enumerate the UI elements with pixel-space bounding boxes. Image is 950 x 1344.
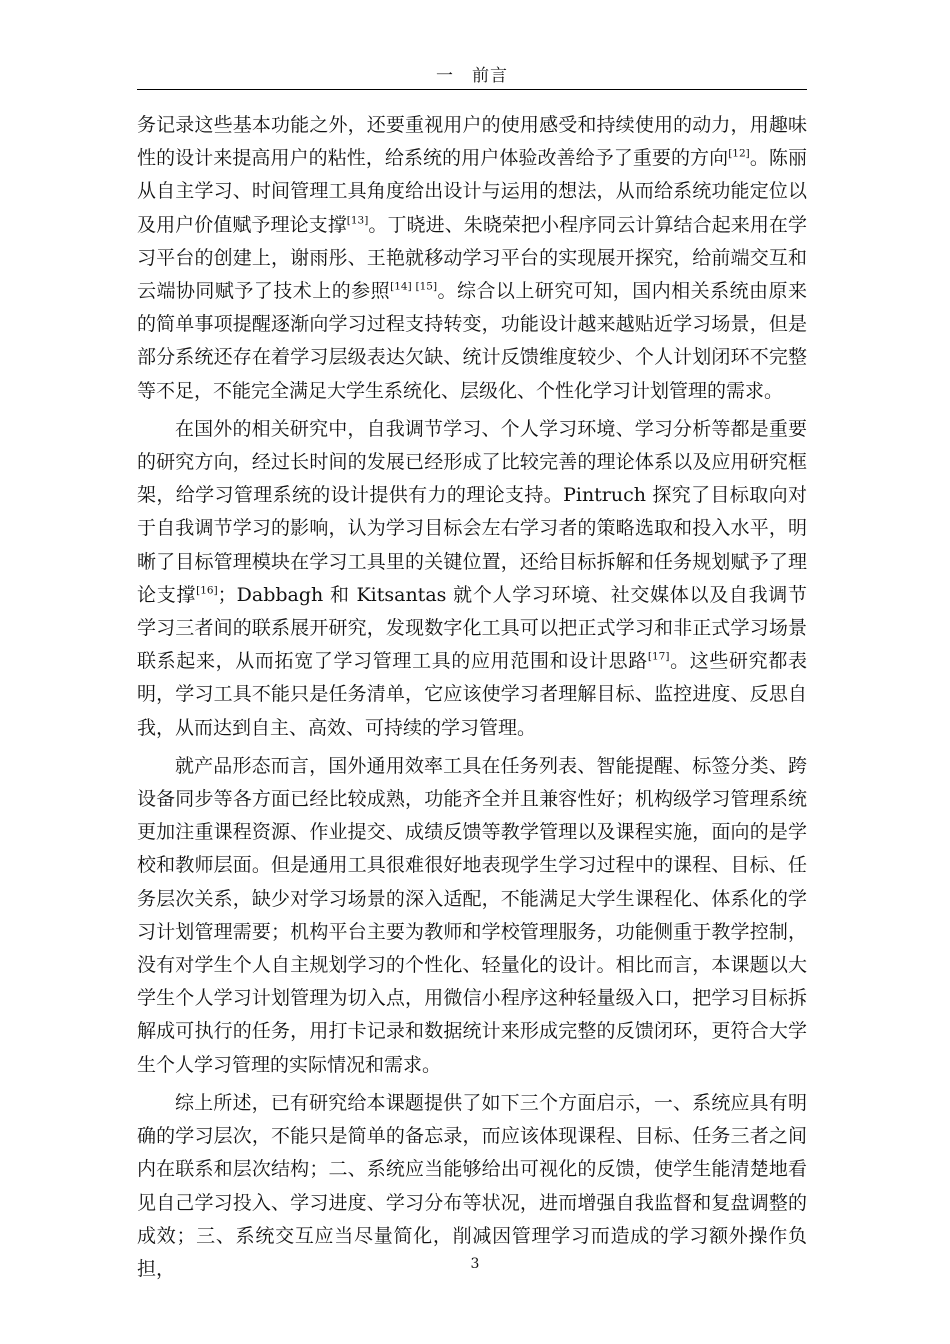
paragraph-text: ；Dabbagh 和 Kitsantas 就个人学习环境、社交媒体以及自我调节学习三者间的联系展开研究，发现数字化工具可以把正式学习和非正式学习场景联系起来，从而拓宽了学习管理工具的应用范围和设计思路 — [137, 583, 807, 673]
paragraph — [137, 109, 807, 408]
citation-reference: [12] — [728, 147, 750, 160]
body-text — [137, 109, 807, 1286]
paragraph — [137, 750, 807, 1082]
paragraph-text: 综上所述，已有研究给本课题提供了如下三个方面启示，一、系统应具有明确的学习层次，不能只是简单的备忘录，而应该体现课程、目标、任务三者之间内在联系和层次结构；二、系统应当能够给出可视化的反馈，使学生能清楚地看见自己学习投入、学习进度、学习分布等状况，进而增强自我监督和复盘调整的成效；三、系统交互应当尽量简化，削减因管理学习而造成的学习额外操作负担， — [137, 1091, 807, 1280]
citation-reference: [17] — [647, 650, 670, 663]
citation-reference: [13] — [346, 214, 369, 227]
paragraph-text: 在国外的相关研究中，自我调节学习、个人学习环境、学习分析等都是重要的研究方向，经过长时间的发展已经形成了比较完善的理论体系以及应用研究框架，给学习管理系统的设计提供有力的理论支持。Pintruch 探究了目标取向对于自我调节学习的影响，认为学习目标会左右学习者的策略选取和投入水平，明晰了目标管理模块在学习工具里的关键位置，还给目标拆解和任务规划赋予了理论支撑 — [137, 417, 807, 606]
citation-reference: [16] — [196, 584, 218, 597]
page-number: 3 — [470, 1256, 480, 1272]
paragraph-text: 务记录这些基本功能之外，还要重视用户的使用感受和持续使用的动力，用趣味性的设计来提高用户的粘性，给系统的用户体验改善给予了重要的方向 — [137, 114, 807, 170]
paragraph-text: 就产品形态而言，国外通用效率工具在任务列表、智能提醒、标签分类、跨设备同步等各方面已经比较成熟，功能齐全并且兼容性好；机构级学习管理系统更加注重课程资源、作业提交、成绩反馈等教学管理以及课程实施，面向的是学校和教师层面。但是通用工具很难很好地表现学生学习过程中的课程、目标、任务层次关系，缺少对学习场景的深入适配，不能满足大学生课程化、体系化的学习计划管理需要；机构平台主要为教师和学校管理服务，功能侧重于教学控制，没有对学生个人自主规划学习的个性化、轻量化的设计。相比而言，本课题以大学生个人学习计划管理为切入点，用微信小程序这种轻量级入口，把学习目标拆解成可执行的任务，用打卡记录和数据统计来形成完整的反馈闭环，更符合大学生个人学习管理的实际情况和需求。 — [137, 754, 807, 1076]
citation-reference: [14] [15] — [390, 280, 438, 293]
header-rule — [137, 89, 807, 90]
paragraph-text: 。陈丽从自主学习、时间管理工具角度给出设计与运用的想法，从而给系统功能定位以及用户价值赋予理论支撑 — [137, 147, 807, 236]
paragraph-text: 。综合以上研究可知，国内相关系统由原来的简单事项提醒逐渐向学习过程支持转变，功能设计越来越贴近学习场景，但是部分系统还存在着学习层级表达欠缺、统计反馈维度较少、个人计划闭环不完整等不足，不能完全满足大学生系统化、层级化、个性化学习计划管理的需求。 — [137, 280, 807, 402]
paragraph-text: 。丁晓进、朱晓荣把小程序同云计算结合起来用在学习平台的创建上，谢雨彤、王艳就移动学习平台的实现展开探究，给前端交互和云端协同赋予了技术上的参照 — [137, 213, 807, 303]
paragraph-text: 。这些研究都表明，学习工具不能只是任务清单，它应该使学习者理解目标、监控进度、反思自我，从而达到自主、高效、可持续的学习管理。 — [137, 650, 807, 739]
running-header: 一 前言 — [436, 66, 508, 86]
paragraph — [137, 413, 807, 745]
